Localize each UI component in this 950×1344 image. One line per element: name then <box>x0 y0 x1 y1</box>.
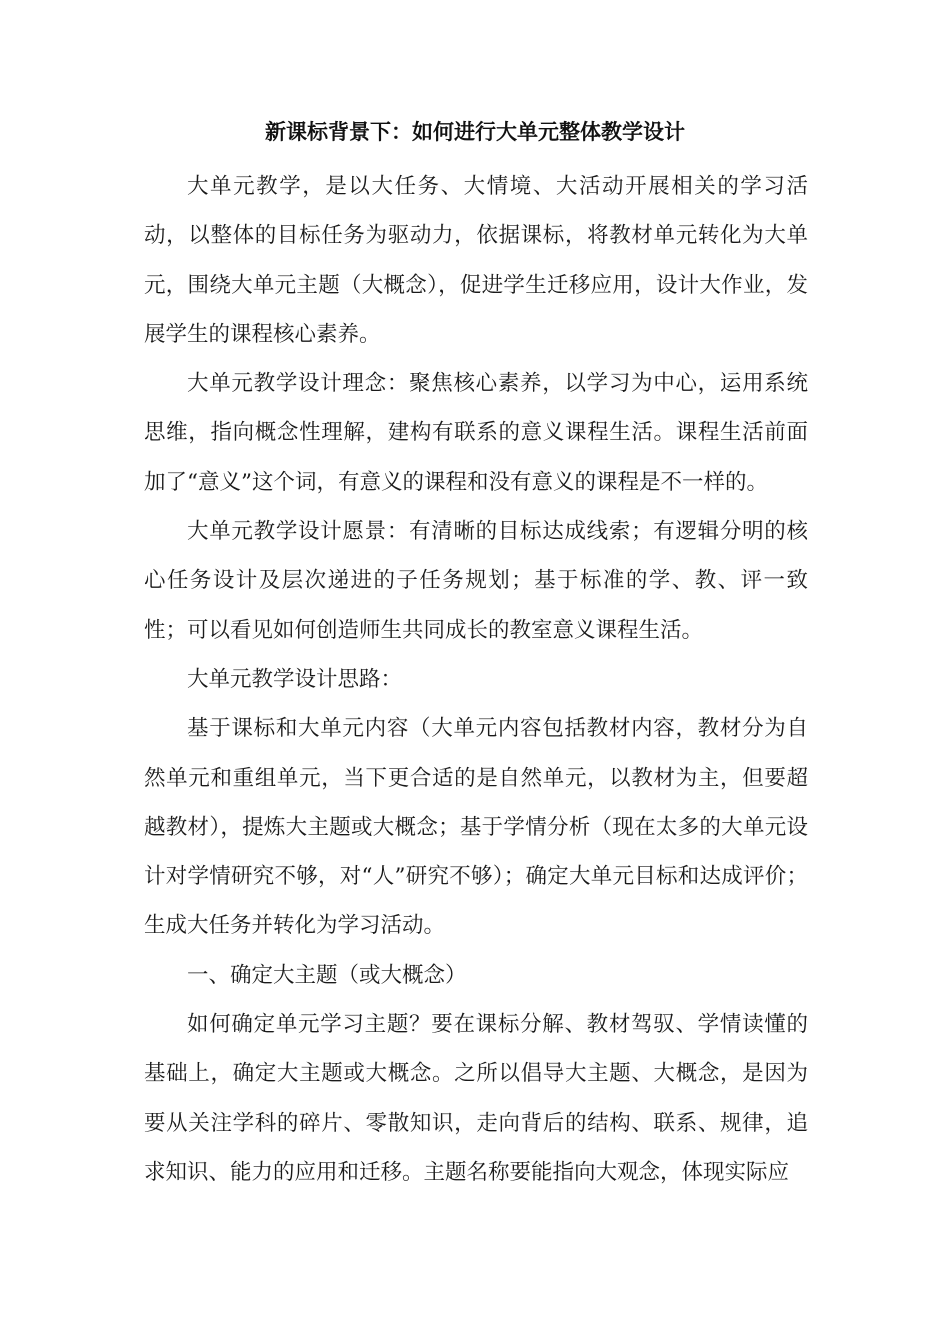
paragraph-approach: 基于课标和大单元内容（大单元内容包括教材内容，教材分为自然单元和重组单元，当下更合适的是自然单元，以教材为主，但要超越教材），提炼大主题或大概念；基于学情分析（现在太多的大单元设计对学情研究不够，对“人”研究不够）；确定大单元目标和达成评价；生成大任务并转化为学习活动。 <box>144 716 808 939</box>
section-heading-1: 一、确定大主题（或大概念） <box>187 962 467 988</box>
paragraph-section-1: 如何确定单元学习主题？要在课标分解、教材驾驭、学情读懂的基础上，确定大主题或大概念。之所以倡导大主题、大概念，是因为要从关注学科的碎片、零散知识，走向背后的结构、联系、规律，追求知识、能力的应用和迁移。主题名称要能指向大观念，体现实际应 <box>144 1012 808 1185</box>
document-body <box>144 162 808 1197</box>
document-title: 新课标背景下：如何进行大单元整体教学设计 <box>265 120 685 144</box>
paragraph-approach-heading: 大单元教学设计思路： <box>187 666 403 692</box>
paragraph-concept: 大单元教学设计理念：聚焦核心素养，以学习为中心，运用系统思维，指向概念性理解，建构有联系的意义课程生活。课程生活前面加了“意义”这个词，有意义的课程和没有意义的课程是不一样的。 <box>144 371 808 495</box>
paragraph-intro: 大单元教学，是以大任务、大情境、大活动开展相关的学习活动，以整体的目标任务为驱动力，依据课标，将教材单元转化为大单元，围绕大单元主题（大概念），促进学生迁移应用，设计大作业，发展学生的课程核心素养。 <box>144 174 808 347</box>
paragraph-vision: 大单元教学设计愿景：有清晰的目标达成线索；有逻辑分明的核心任务设计及层次递进的子任务规划；基于标准的学、教、评一致性；可以看见如何创造师生共同成长的教室意义课程生活。 <box>144 519 808 643</box>
